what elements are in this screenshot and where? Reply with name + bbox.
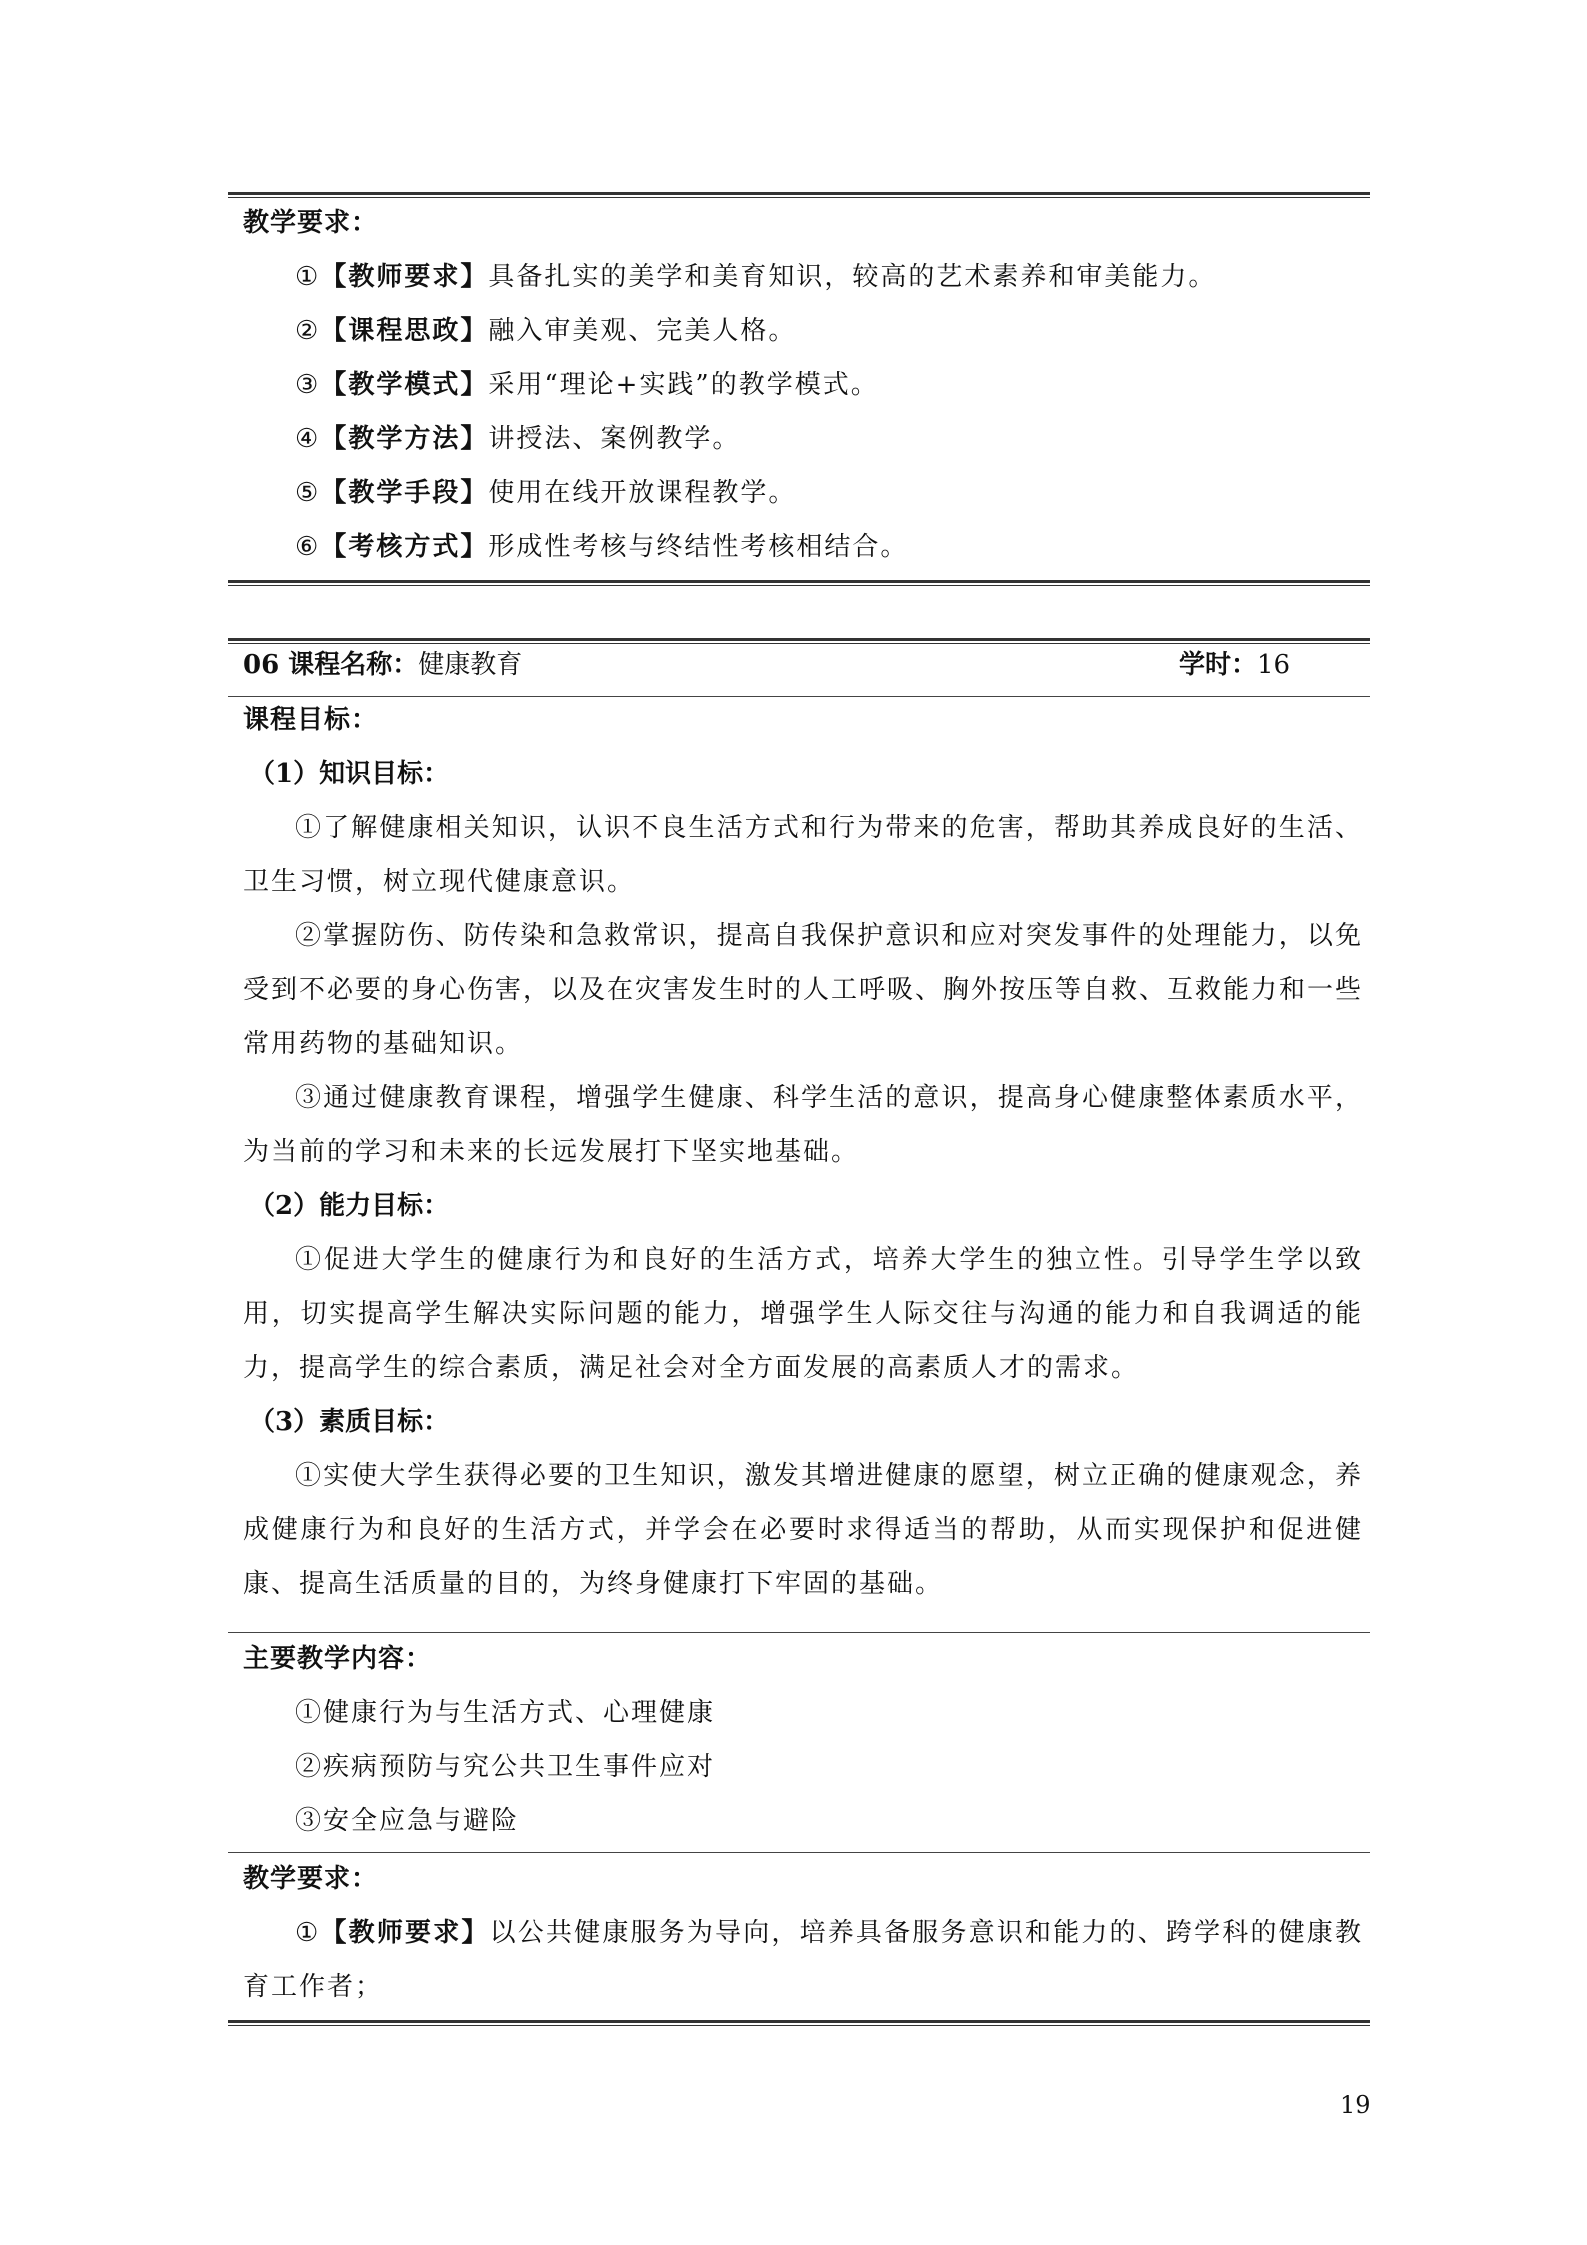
item-tag: 【教学手段】 bbox=[320, 478, 489, 508]
course-hours bbox=[1179, 638, 1290, 692]
course-objectives-section bbox=[243, 693, 1363, 1611]
item-text: 以公共健康服务为导向，培养具备服务意识和能力的、跨学科的健康教育工作者； bbox=[243, 1918, 1363, 2002]
quality-paragraph: ①实使大学生获得必要的卫生知识，激发其增进健康的愿望，树立正确的健康观念，养成健康行为和良好的生活方式，并学会在必要时求得适当的帮助，从而实现保护和促进健康、提高生活质量的目的，为终身健康打下牢固的基础。 bbox=[243, 1461, 1363, 1599]
knowledge-paragraph: ①了解健康相关知识，认识不良生活方式和行为带来的危害，帮助其养成良好的生活、卫生习惯，树立现代健康意识。 bbox=[243, 813, 1363, 897]
knowledge-paragraph: ③通过健康教育课程，增强学生健康、科学生活的意识，提高身心健康整体素质水平，为当前的学习和未来的长远发展打下坚实地基础。 bbox=[243, 1083, 1363, 1167]
item-tag: 【课程思政】 bbox=[320, 316, 489, 346]
bottom-double-rule bbox=[228, 2020, 1370, 2026]
item-tag: 【教学模式】 bbox=[320, 370, 489, 400]
item-text: 讲授法、案例教学。 bbox=[488, 424, 741, 454]
item-text: 融入审美观、完美人格。 bbox=[488, 316, 797, 346]
content-item: ②疾病预防与究公共卫生事件应对 bbox=[295, 1752, 716, 1782]
requirement-item bbox=[243, 304, 1363, 358]
item-number: ③ bbox=[295, 370, 321, 400]
requirement-item bbox=[243, 412, 1363, 466]
item-number: ⑥ bbox=[295, 532, 321, 562]
item-number: ① bbox=[295, 1918, 321, 1948]
teaching-requirements-section-2 bbox=[243, 1852, 1363, 2014]
item-text: 形成性考核与终结性考核相结合。 bbox=[488, 532, 909, 562]
content-item: ①健康行为与生活方式、心理健康 bbox=[295, 1698, 716, 1728]
item-text: 采用“理论+实践”的教学模式。 bbox=[488, 370, 879, 400]
item-text: 具备扎实的美学和美育知识，较高的艺术素养和审美能力。 bbox=[488, 262, 1217, 292]
requirement-item bbox=[243, 358, 1363, 412]
objectives-heading: 课程目标： bbox=[243, 705, 379, 735]
main-content-section bbox=[243, 1632, 1363, 1848]
item-tag: 【教师要求】 bbox=[320, 1918, 490, 1948]
content-heading: 主要教学内容： bbox=[243, 1644, 433, 1674]
requirement-item bbox=[243, 466, 1363, 520]
item-tag: 【教学方法】 bbox=[320, 424, 489, 454]
hours-value: 16 bbox=[1257, 650, 1291, 680]
teaching-requirements-section bbox=[243, 196, 1363, 574]
page-number: 19 bbox=[1340, 2091, 1371, 2119]
requirement-item bbox=[243, 1906, 1363, 2014]
item-number: ② bbox=[295, 316, 321, 346]
ability-heading: （2）能力目标： bbox=[249, 1191, 450, 1221]
knowledge-heading: （1）知识目标： bbox=[249, 759, 450, 789]
course-name-label: 06 课程名称： bbox=[243, 650, 419, 680]
requirement-item bbox=[243, 520, 1363, 574]
item-number: ① bbox=[295, 262, 321, 292]
item-number: ⑤ bbox=[295, 478, 321, 508]
content-item: ③安全应急与避险 bbox=[295, 1806, 520, 1836]
section-end-double-rule bbox=[228, 580, 1370, 586]
item-tag: 【考核方式】 bbox=[320, 532, 489, 562]
section-heading: 教学要求： bbox=[243, 208, 379, 238]
knowledge-paragraph: ②掌握防伤、防传染和急救常识，提高自我保护意识和应对突发事件的处理能力，以免受到不必要的身心伤害，以及在灾害发生时的人工呼吸、胸外按压等自救、互救能力和一些常用药物的基础知识。 bbox=[243, 921, 1364, 1059]
hours-label: 学时： bbox=[1179, 650, 1258, 680]
course-title-row bbox=[243, 638, 1363, 692]
ability-paragraph: ①促进大学生的健康行为和良好的生活方式，培养大学生的独立性。引导学生学以致用，切实提高学生解决实际问题的能力，增强学生人际交往与沟通的能力和自我调适的能力，提高学生的综合素质，满足社会对全方面发展的高素质人才的需求。 bbox=[243, 1245, 1363, 1383]
course-name: 健康教育 bbox=[418, 650, 523, 680]
requirement-item bbox=[243, 250, 1363, 304]
quality-heading: （3）素质目标： bbox=[249, 1407, 450, 1437]
item-number: ④ bbox=[295, 424, 321, 454]
item-text: 使用在线开放课程教学。 bbox=[488, 478, 797, 508]
item-tag: 【教师要求】 bbox=[320, 262, 489, 292]
section-heading: 教学要求： bbox=[243, 1864, 379, 1894]
